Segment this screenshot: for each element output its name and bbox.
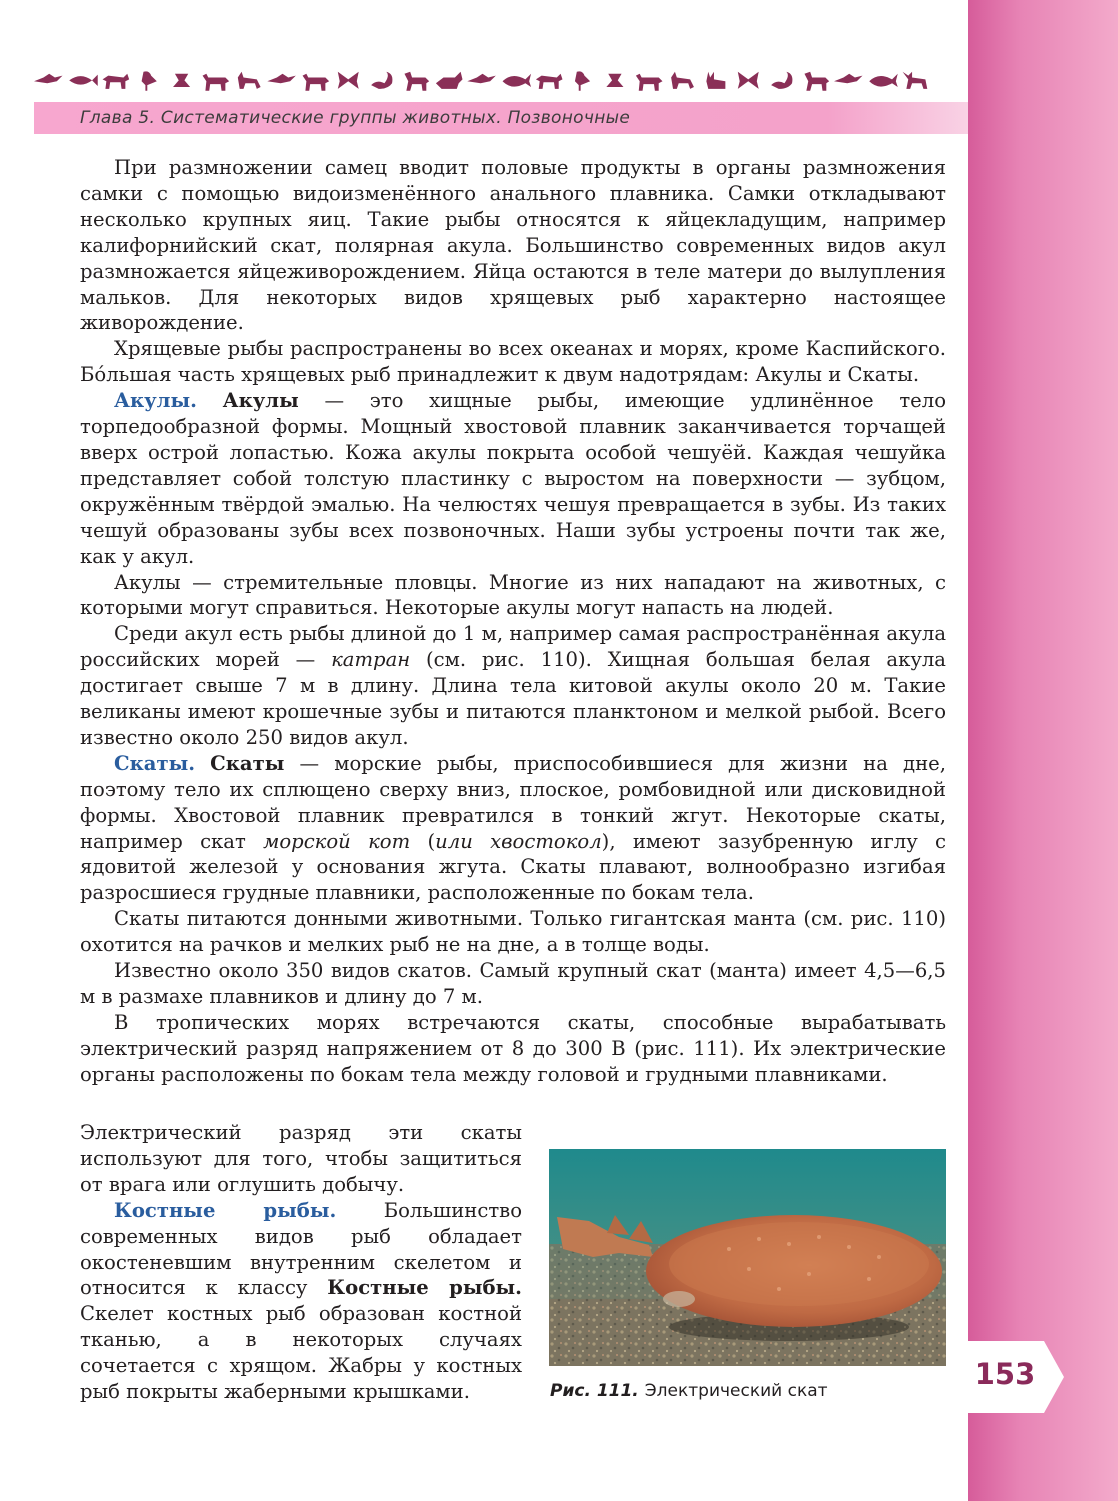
paragraph-text: (см. рис. 110). Хищная большая белая акула достигает свыше 7 м в длину. Длина тела китовой акулы около 20 м. Такие великаны имеют крошечные зубы и питаются планктоном и мелкой рыбой. Всего известно около 250 видов акул. bbox=[80, 648, 946, 749]
bull-icon bbox=[203, 74, 230, 91]
fox-icon bbox=[436, 72, 463, 89]
electric-ray-photo bbox=[549, 1149, 946, 1366]
paragraph-text: — это хищные рыбы, имеющие удлинённое тело торпедообразной формы. Мощный хвостовой плавник заканчивается торчащей вверх острой лопастью. Кожа акулы покрыта особой чешуёй. Каждая чешуйка представляет собой толстую пластинку с выростом на поверхности — зубцом, окружённым твёрдой эмалью. На челюстях чешуя превращается в зубы. Из таких чешуй образованы зубы всех позвоночных. Наши зубы устроены почти так же, как у акул. bbox=[80, 389, 947, 568]
paragraph-sharks bbox=[80, 388, 946, 569]
moose-icon bbox=[903, 72, 928, 89]
italic-term: катран bbox=[331, 648, 411, 672]
insect-icon bbox=[173, 74, 190, 87]
cat-icon bbox=[238, 72, 261, 89]
paragraph-text: ), имеют зазубренную иглу с ядовитой железой у основания жгута. Скаты плавают, волнообразно изгибая разросшиеся грудные плавники, расположенные по бокам тела. bbox=[80, 829, 946, 905]
paragraph-rays bbox=[80, 751, 946, 906]
italic-term: или хвостокол bbox=[435, 829, 602, 853]
scorpion-icon bbox=[771, 72, 792, 89]
paragraph-bony-fish bbox=[80, 1198, 522, 1405]
italic-term: морской кот bbox=[263, 829, 411, 853]
rabbit-icon bbox=[706, 72, 725, 89]
wrapped-text-column bbox=[80, 1120, 522, 1405]
horse-icon bbox=[404, 72, 429, 91]
bird-icon bbox=[34, 74, 63, 84]
paragraph: Акулы — стремительные пловцы. Многие из них нападают на животных, с которыми могут справиться. Некоторые акулы могут напасть на людей. bbox=[80, 570, 946, 620]
scorpion-icon bbox=[371, 72, 392, 89]
cat-icon bbox=[671, 72, 694, 89]
paragraph: Скаты питаются донными животными. Только гигантская манта (см. рис. 110) охотится на рачков и мелких рыб не на дне, а в толще воды. bbox=[80, 907, 946, 957]
figure-caption-text: Электрический скат bbox=[644, 1381, 828, 1401]
bird-standing-icon bbox=[142, 71, 157, 90]
paragraph-text: — морские рыбы, приспособившиеся для жизни на дне, поэтому тело их сплющено сверху вниз, плоское, ромбовидной или дисковидной формы. Хвостовой плавник превратился в тонкий жгут. Некоторые скаты, например скат bbox=[80, 751, 946, 853]
page-number: 153 bbox=[974, 1357, 1036, 1391]
term-bony-fish: Костные рыбы. bbox=[327, 1276, 523, 1300]
whale-icon bbox=[503, 74, 532, 87]
bird-icon bbox=[834, 74, 863, 84]
figure-label: Рис. 111. bbox=[550, 1381, 639, 1401]
section-heading-sharks: Акулы. bbox=[114, 389, 197, 413]
fish-icon bbox=[69, 75, 98, 86]
paragraph: В тропических морях встречаются скаты, способные вырабатывать электрический разряд напряжением от 8 до 300 В (рис. 111). Их электрические органы расположены по бокам тела между головой и грудными плавниками. bbox=[80, 1010, 946, 1086]
animal-icons-strip bbox=[34, 68, 934, 94]
section-heading-bony-fish: Костные рыбы. bbox=[114, 1198, 337, 1222]
figure-caption bbox=[550, 1381, 828, 1401]
paragraph-text: Среди акул есть рыбы длиной до 1 м, например самая распространённая акула российских морей — bbox=[80, 622, 946, 672]
bird-icon bbox=[267, 74, 296, 84]
paragraph-continuation: Электрический разряд эти скаты используют для того, чтобы защититься от врага или оглушить добычу. bbox=[80, 1121, 522, 1196]
dog-icon bbox=[536, 74, 563, 89]
chapter-title: Глава 5. Систематические группы животных. Позвоночные bbox=[80, 108, 631, 128]
term-sharks: Акулы bbox=[222, 389, 299, 413]
insect-icon bbox=[606, 74, 623, 87]
decorative-side-band bbox=[968, 0, 1118, 1501]
main-text bbox=[80, 155, 946, 1088]
paragraph-text: ( bbox=[410, 829, 436, 853]
term-rays: Скаты bbox=[210, 751, 285, 775]
butterfly-icon bbox=[738, 72, 759, 89]
section-heading-rays: Скаты. bbox=[114, 751, 196, 775]
paragraph-text: Большинство современных видов рыб обладает окостеневшим внутренним скелетом и относится к классу bbox=[80, 1198, 522, 1300]
bird-icon bbox=[467, 74, 496, 84]
paragraph: Хрящевые рыбы распространены во всех океанах и морях, кроме Каспийского. Бóльшая часть хрящевых рыб принадлежит к двум надотрядам: Акулы и Скаты. bbox=[80, 337, 946, 387]
butterfly-icon bbox=[338, 72, 359, 89]
bird-standing-icon bbox=[575, 71, 590, 90]
paragraph-text: Скелет костных рыб образован костной тканью, а в некоторых случаях сочетается с хрящом. Жабры у костных рыб покрыты жаберными крышками. bbox=[80, 1302, 522, 1404]
paragraph: При размножении самец вводит половые продукты в органы размножения самки с помощью видоизменённого анального плавника. Самки откладывают несколько крупных яиц. Такие рыбы относятся к яйцекладущим, например калифорнийский скат, полярная акула. Большинство современных видов акул размножается яйцеживорождением. Яйца остаются в теле матери до вылупления мальков. Для некоторых видов хрящевых рыб характерно настоящее живорождение. bbox=[80, 156, 946, 335]
bull-icon bbox=[303, 74, 330, 91]
dog-icon bbox=[103, 74, 130, 89]
horse-icon bbox=[804, 72, 829, 91]
whale-icon bbox=[869, 74, 898, 87]
paragraph bbox=[80, 621, 946, 751]
paragraph: Известно около 350 видов скатов. Самый крупный скат (манта) имеет 4,5—6,5 м в размахе плавников и длину до 7 м. bbox=[80, 959, 946, 1008]
bull-icon bbox=[636, 74, 663, 91]
